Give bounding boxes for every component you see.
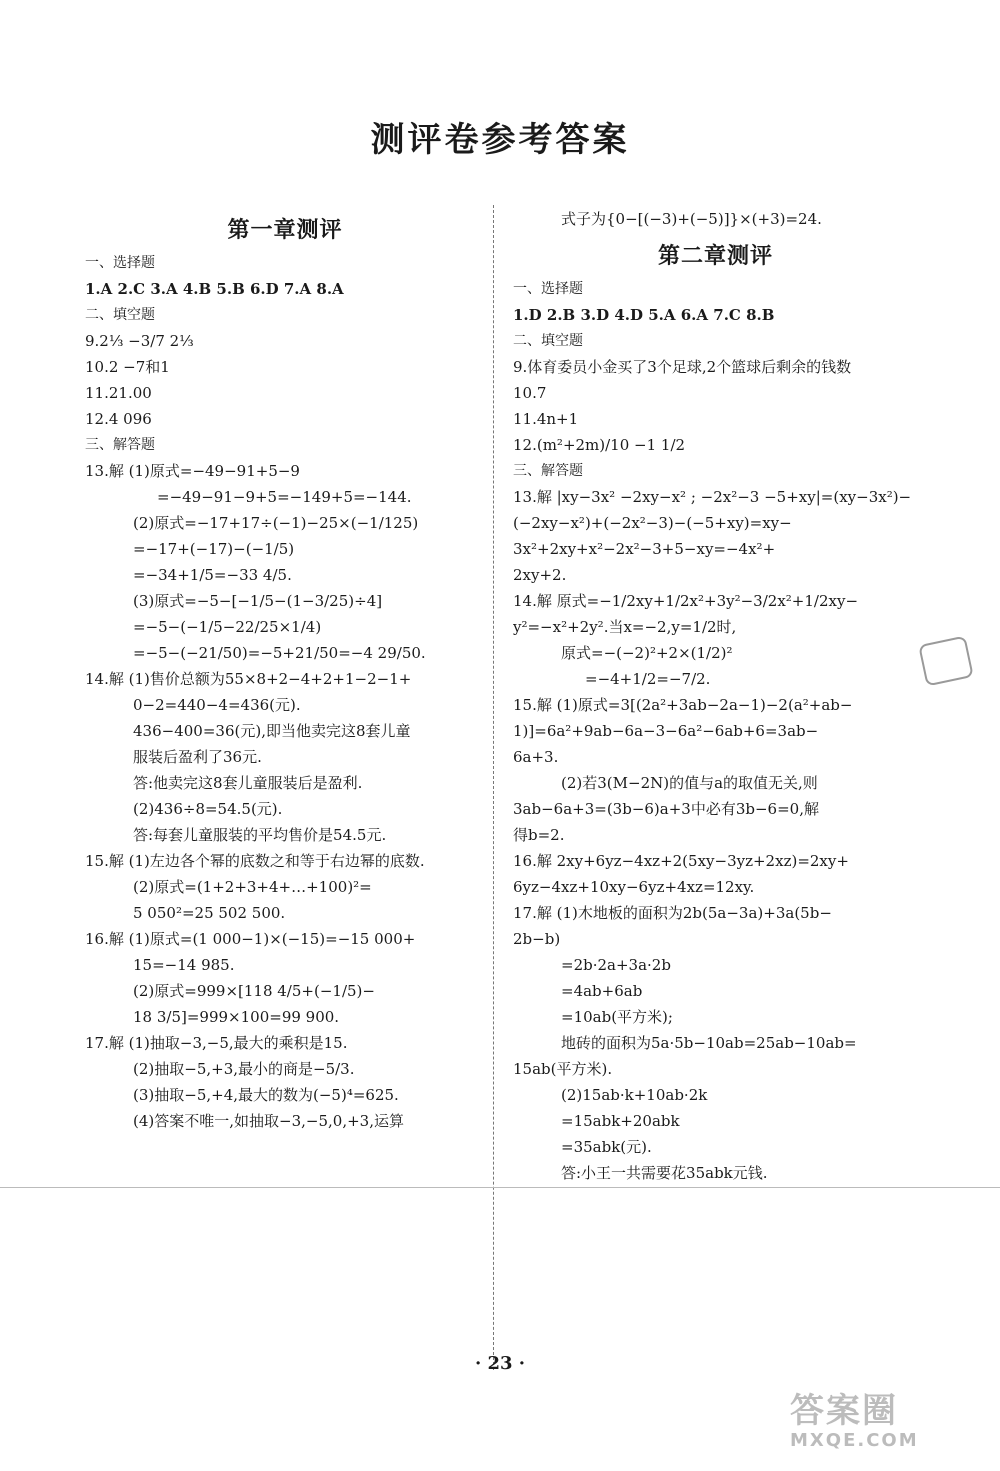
- answer-line: =15abk+20abk: [561, 1112, 680, 1130]
- answer-line: 地砖的面积为5a·5b−10ab=25ab−10ab=: [561, 1034, 857, 1052]
- answer-line: 12.4 096: [85, 410, 152, 428]
- answer-line: 得b=2.: [513, 826, 565, 844]
- answer-line: (4)答案不唯一,如抽取−3,−5,0,+3,运算: [133, 1112, 404, 1130]
- answer-line: 12.(m²+2m)/10 −1 1/2: [513, 436, 686, 454]
- answer-line: (2)抽取−5,+3,最小的商是−5/3.: [133, 1060, 355, 1078]
- answer-line: y²=−x²+2y².当x=−2,y=1/2时,: [513, 618, 737, 636]
- answer-line: =10ab(平方米);: [561, 1008, 673, 1026]
- answer-line: 6a+3.: [513, 748, 559, 766]
- chapter-1-title: 第一章测评: [227, 217, 343, 243]
- answer-line: (2)若3(M−2N)的值与a的取值无关,则: [561, 774, 818, 792]
- answer-line: =−17+(−17)−(−1/5): [133, 540, 295, 558]
- answer-line: 9.体育委员小金买了3个足球,2个篮球后剩余的钱数: [513, 358, 852, 376]
- answer-line: 式子为{0−[(−3)+(−5)]}×(+3)=24.: [561, 210, 822, 228]
- answer-line: =−49−91−9+5=−149+5=−144.: [157, 488, 412, 506]
- answer-line: 服装后盈利了36元.: [133, 748, 262, 766]
- answer-line: 16.解 2xy+6yz−4xz+2(5xy−3yz+2xz)=2xy+: [513, 852, 849, 870]
- watermark-logo: [790, 1392, 990, 1462]
- page-number: · 23 ·: [474, 1353, 526, 1374]
- stamp-icon: [918, 635, 974, 686]
- answer-line: 11.4n+1: [513, 410, 579, 428]
- section-heading: 一、选择题: [513, 281, 583, 297]
- section-heading: 一、选择题: [85, 255, 155, 271]
- chapter-2-title: 第二章测评: [657, 243, 773, 269]
- answer-line: (−2xy−x²)+(−2x²−3)−(−5+xy)=xy−: [513, 514, 792, 532]
- chapter-2-answers: [513, 278, 918, 1185]
- answer-line: 13.解 |xy−3x² −2xy−x² ; −2x²−3 −5+xy|=(xy−3x²)−: [513, 488, 912, 506]
- left-column: [85, 205, 485, 1136]
- page-title: 测评卷参考答案: [370, 120, 630, 160]
- section-heading: 二、填空题: [85, 307, 155, 323]
- section-heading: 三、解答题: [85, 437, 155, 453]
- answer-line: 答:每套儿童服装的平均售价是54.5元.: [133, 826, 387, 844]
- answer-line: 9.2⅓ −3/7 2⅓: [85, 332, 194, 350]
- answer-line: (2)原式=−17+17÷(−1)−25×(−1/125): [133, 514, 419, 532]
- answer-line: =−34+1/5=−33 4/5.: [133, 566, 292, 584]
- answer-line: 5 050²=25 502 500.: [133, 904, 286, 922]
- answer-line: 10.2 −7和1: [85, 358, 170, 376]
- right-column: [513, 205, 918, 1188]
- answer-line: 答:他卖完这8套儿童服装后是盈利.: [133, 774, 363, 792]
- answer-line: (2)15ab·k+10ab·2k: [561, 1086, 708, 1104]
- answer-line: (2)原式=(1+2+3+4+…+100)²=: [133, 878, 372, 896]
- section-heading: 三、解答题: [513, 463, 583, 479]
- answer-line: (3)抽取−5,+4,最大的数为(−5)⁴=625.: [133, 1086, 399, 1104]
- answer-line: =2b·2a+3a·2b: [561, 956, 671, 974]
- answer-line: =−5−(−21/50)=−5+21/50=−4 29/50.: [133, 644, 426, 662]
- answer-line: =35abk(元).: [561, 1138, 652, 1156]
- answer-line: 17.解 (1)抽取−3,−5,最大的乘积是15.: [85, 1034, 348, 1052]
- answer-line: 1)]=6a²+9ab−6a−3−6a²−6ab+6=3ab−: [513, 722, 819, 740]
- answer-line: 14.解 原式=−1/2xy+1/2x²+3y²−3/2x²+1/2xy−: [513, 592, 859, 610]
- section-heading: 二、填空题: [513, 333, 583, 349]
- answer-line: 16.解 (1)原式=(1 000−1)×(−15)=−15 000+: [85, 930, 416, 948]
- watermark-url: MXQE.COM: [790, 1430, 919, 1451]
- answer-line: 15.解 (1)原式=3[(2a²+3ab−2a−1)−2(a²+ab−: [513, 696, 853, 714]
- chapter-1-answers: [85, 252, 485, 1133]
- answer-line: 18 3/5]=999×100=99 900.: [133, 1008, 340, 1026]
- answer-line: 15=−14 985.: [133, 956, 235, 974]
- answer-line: 436−400=36(元),即当他卖完这8套儿童: [133, 722, 411, 740]
- answer-line: 2xy+2.: [513, 566, 567, 584]
- answer-line: 14.解 (1)售价总额为55×8+2−4+2+1−2−1+: [85, 670, 412, 688]
- answer-line: (2)原式=999×[118 4/5+(−1/5)−: [133, 982, 375, 1000]
- answer-line: 10.7: [513, 384, 547, 402]
- answer-line: 15ab(平方米).: [513, 1060, 613, 1078]
- column-divider: [493, 205, 494, 1370]
- answer-line: 11.21.00: [85, 384, 152, 402]
- answer-line: 3x²+2xy+x²−2x²−3+5−xy=−4x²+: [513, 540, 776, 558]
- answer-line: =4ab+6ab: [561, 982, 643, 1000]
- answer-line: (3)原式=−5−[−1/5−(1−3/25)÷4]: [133, 592, 383, 610]
- continued-answer: [513, 208, 918, 231]
- answer-line: 原式=−(−2)²+2×(1/2)²: [561, 644, 733, 662]
- answer-line: 0−2=440−4=436(元).: [133, 696, 301, 714]
- watermark-text: 答案圈: [790, 1391, 898, 1431]
- answer-line: 1.D 2.B 3.D 4.D 5.A 6.A 7.C 8.B: [513, 306, 775, 324]
- answer-line: =−4+1/2=−7/2.: [585, 670, 711, 688]
- answer-line: 3ab−6a+3=(3b−6)a+3中必有3b−6=0,解: [513, 800, 819, 818]
- answer-line: 1.A 2.C 3.A 4.B 5.B 6.D 7.A 8.A: [85, 280, 344, 298]
- answer-line: 17.解 (1)木地板的面积为2b(5a−3a)+3a(5b−: [513, 904, 832, 922]
- answer-line: (2)436÷8=54.5(元).: [133, 800, 283, 818]
- answer-line: 6yz−4xz+10xy−6yz+4xz=12xy.: [513, 878, 755, 896]
- answer-line: =−5−(−1/5−22/25×1/4): [133, 618, 322, 636]
- answer-line: 13.解 (1)原式=−49−91+5−9: [85, 462, 300, 480]
- answer-line: 2b−b): [513, 930, 561, 948]
- answer-line: 15.解 (1)左边各个幂的底数之和等于右边幂的底数.: [85, 852, 425, 870]
- answer-line: 答:小王一共需要花35abk元钱.: [561, 1164, 768, 1182]
